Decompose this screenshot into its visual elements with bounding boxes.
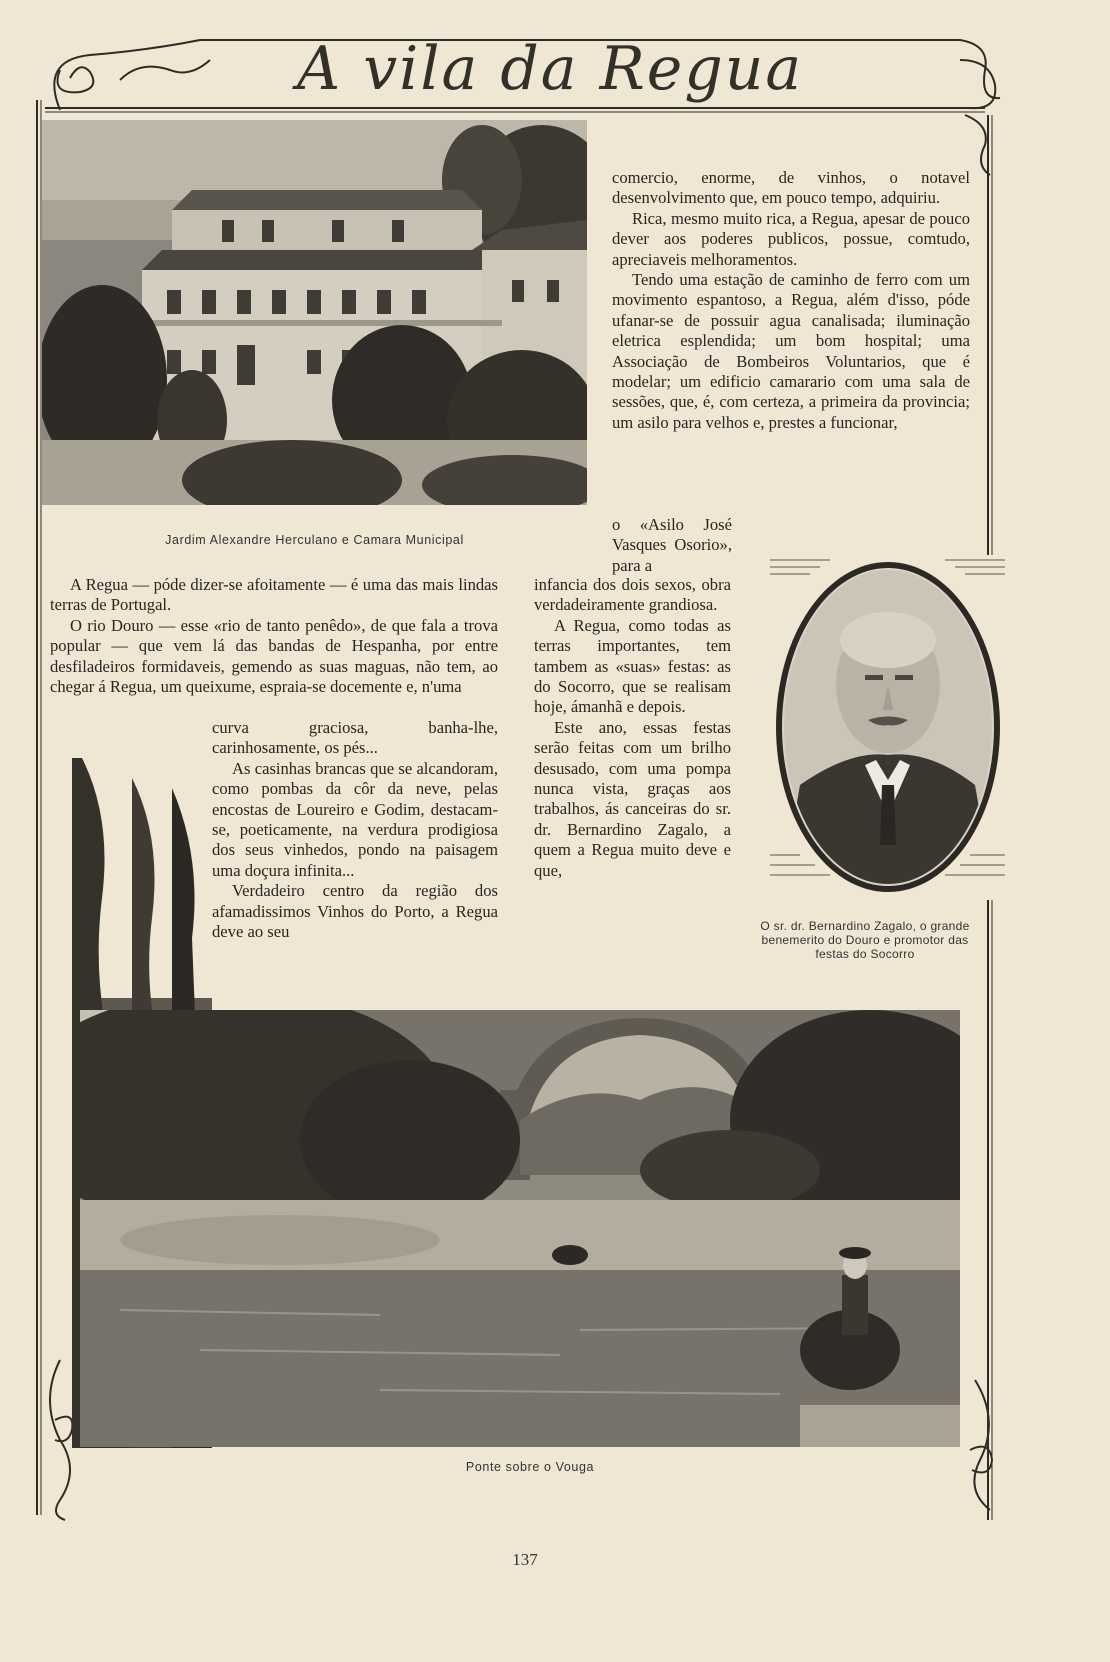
photo-town-hall [42, 120, 587, 505]
paragraph: infancia dos dois sexos, obra verdadeiramente grandiosa. [534, 575, 731, 615]
town-hall-image [42, 120, 587, 505]
caption-portrait: O sr. dr. Bernardino Zagalo, o grande benemerito do Douro e promotor das festas do Socorro [760, 919, 970, 961]
portrait-image [770, 555, 1005, 900]
paragraph: Este ano, essas festas serão feitas com um brilho desusado, com uma pompa nunca vista, graças aos trabalhos, ás canceiras do sr. dr. Bernardino Zagalo, a quem a Regua muito deve e que, [534, 717, 731, 880]
headline: A vila da Regua [296, 34, 804, 104]
article-left-column [50, 575, 498, 697]
paragraph: comercio, enorme, de vinhos, o notavel desenvolvimento que, em pouco tempo, adquiriu. [612, 168, 970, 208]
paragraph: A Regua — póde dizer-se afoitamente — é uma das mais lindas terras de Portugal. [50, 575, 498, 615]
bridge-image [80, 1010, 960, 1447]
paragraph: Tendo uma estação de caminho de ferro com um movimento espantoso, a Regua, além d'isso, póde ufanar-se de possuir agua canalisada; iluminação eletrica esplendida; um bom hospital; uma Associação de Bombeiros Voluntarios, que é modelar; um edificio camarario com uma sala de sessões, que, é, com certeza, a primeira da provincia; um asilo para velhos e, prestes a funcionar, [612, 270, 970, 432]
article-middle-narrow [612, 515, 732, 576]
photo-portrait [770, 555, 1005, 900]
paragraph: Verdadeiro centro da região dos afamadissimos Vinhos do Porto, a Regua deve ao seu [212, 881, 498, 942]
article-left-narrow [212, 718, 498, 942]
paragraph: curva graciosa, banha-lhe, carinhosamente, os pés... [212, 718, 498, 758]
caption-bridge: Ponte sobre o Vouga [465, 1460, 595, 1474]
paragraph: Rica, mesmo muito rica, a Regua, apesar de pouco dever aos poderes publicos, possue, comtudo, apreciaveis melhoramentos. [612, 208, 970, 269]
paragraph: o «Asilo José Vasques Osorio», para a [612, 515, 732, 575]
page-number: 137 [512, 1550, 538, 1569]
caption-town-hall: Jardim Alexandre Herculano e Camara Municipal [165, 533, 464, 547]
article-middle-column [534, 575, 731, 881]
photo-bridge [80, 1010, 960, 1447]
paragraph: As casinhas brancas que se alcandoram, como pombas da côr da neve, pelas encostas de Loureiro e Godim, destacam-se, poeticamente, na verdura prodigiosa dos seus vinhedos, pondo na paisagem uma doçura infinita... [212, 758, 498, 880]
article-right-column [612, 168, 970, 433]
paragraph: O rio Douro — esse «rio de tanto penêdo», de que fala a trova popular — que vem lá das bandas de Hespanha, por entre desfiladeiros formidaveis, gemendo as suas maguas, não tem, ao chegar á Regua, um queixume, espraia-se docemente e, n'uma [50, 615, 498, 697]
paragraph: A Regua, como todas as terras importantes, tem tambem as «suas» festas: as do Socorro, que se realisam hoje, ámanhã e depois. [534, 615, 731, 717]
